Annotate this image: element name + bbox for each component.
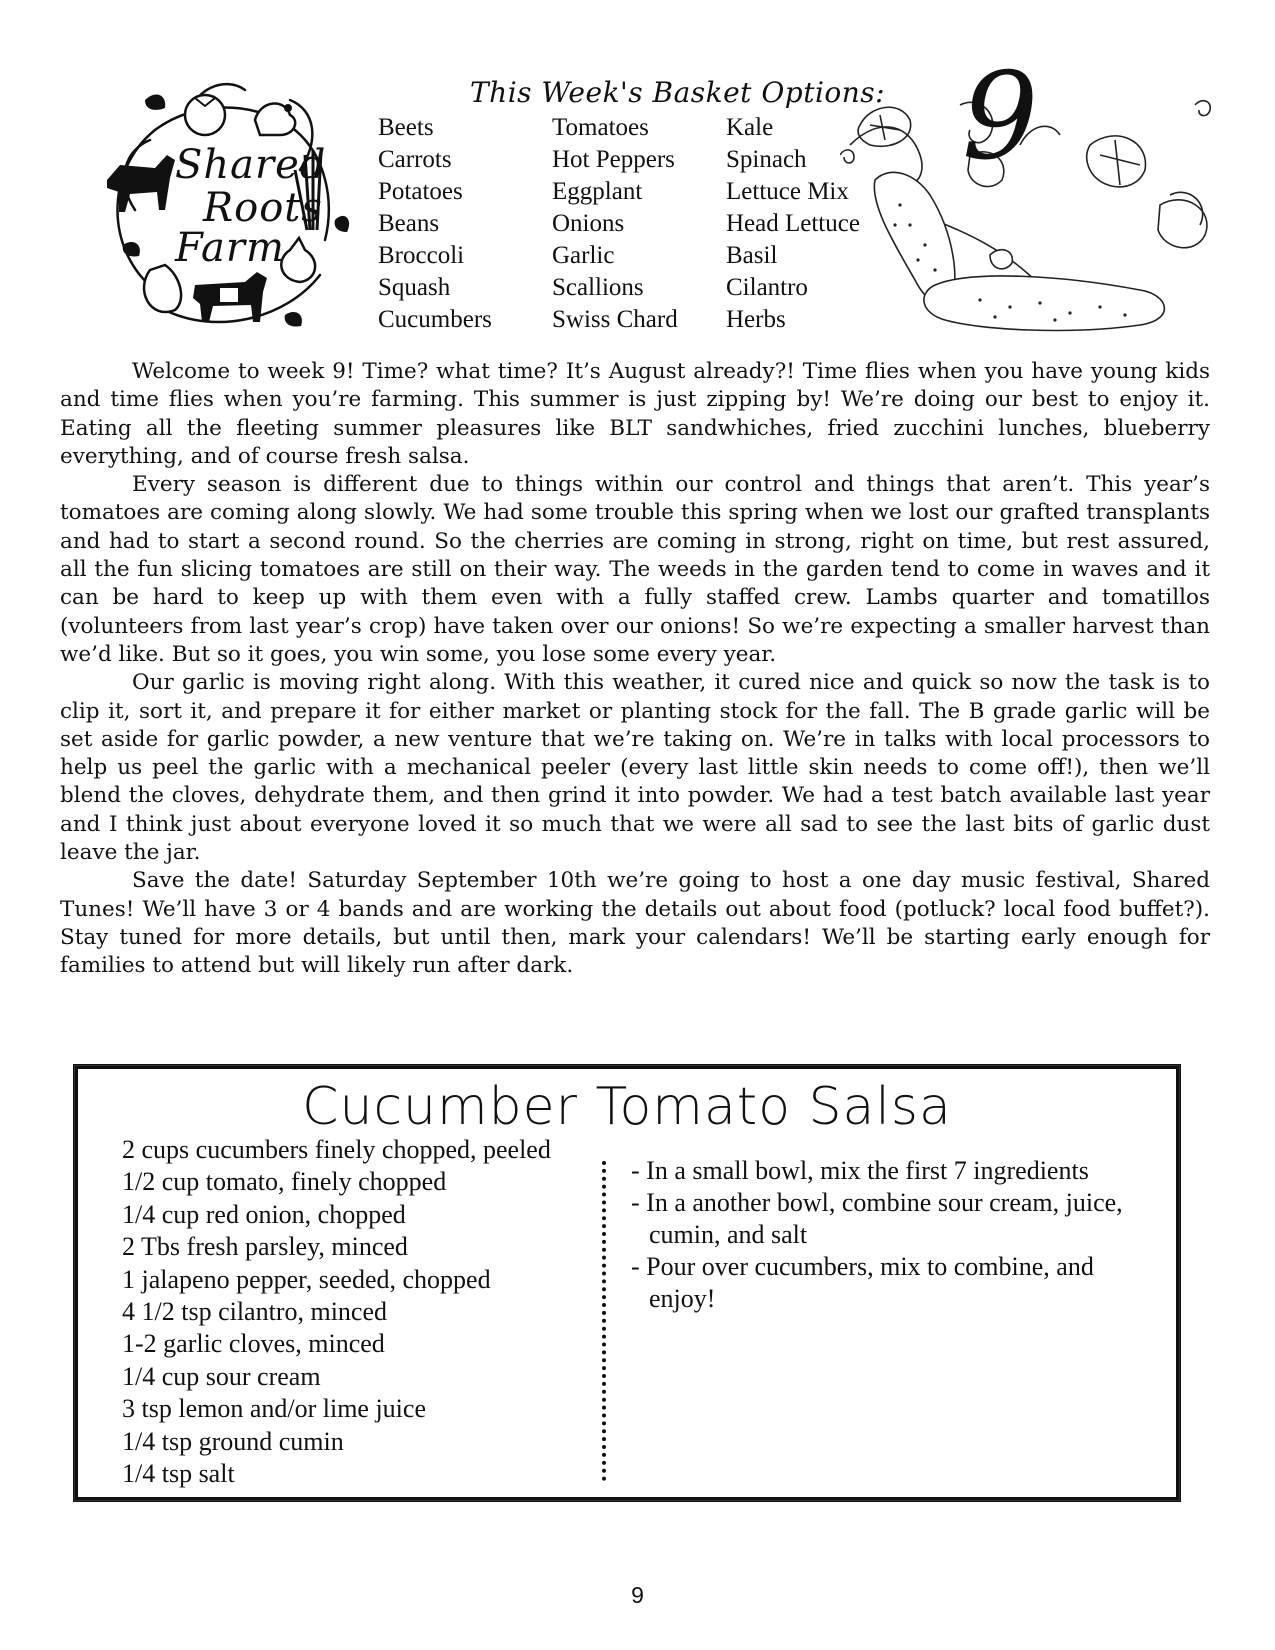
list-item: Herbs [726, 306, 786, 333]
list-item: - In a another bowl, combine sour cream, juice, cumin, and salt [631, 1188, 1123, 1249]
list-item: Broccoli [378, 242, 465, 269]
list-item: 1 jalapeno pepper, seeded, chopped [122, 1264, 491, 1294]
logo-text-farm: Farm [175, 225, 285, 271]
tomato-icon [185, 95, 225, 135]
article-paragraph: Our garlic is moving right along. With this weather, it cured nice and quick so now the task is to clip it, sort it, and prepare it for either market or planting stock for the fall. The B grade garlic will be set aside for garlic powder, a new venture that we’re taking on. We’re in talks with local processors to help us peel the garlic with a mechanical peeler (every last little skin needs to come off!), then we’ll blend the cloves, dehydrate them, and then grind it into powder. We had a test batch available last year and I think just about everyone loved it so much that we were all sad to see the last bits of garlic dust leave the jar. [60, 670, 1210, 866]
recipe-steps [631, 1155, 1151, 1315]
list-item: Spinach [726, 146, 807, 173]
list-item: Squash [378, 274, 451, 301]
list-item: - In a small bowl, mix the first 7 ingredients [631, 1156, 1089, 1185]
list-item: 1/4 tsp salt [122, 1459, 235, 1489]
article-paragraph: Welcome to week 9! Time? what time? It’s August already?! Time flies when you have young kids and time flies when you’re farming. This summer is just zipping by! We’re doing our best to enjoy it. Eating all the fleeting summer pleasures like BLT sandwhiches, fried zucchini lunches, blueberry everything, and of course fresh salsa. [60, 359, 1210, 469]
list-item: Onions [552, 210, 625, 237]
list-item: Basil [726, 242, 778, 269]
list-item: Eggplant [552, 178, 643, 205]
logo-text-shared: Shared [175, 142, 327, 188]
list-item: 1/4 cup sour cream [122, 1361, 321, 1391]
list-item: Potatoes [378, 178, 463, 205]
list-item: Cucumbers [378, 306, 492, 333]
list-item: Scallions [552, 274, 644, 301]
basket-column-3 [726, 112, 860, 336]
list-item: Garlic [552, 242, 615, 269]
list-item: 2 Tbs fresh parsley, minced [122, 1232, 408, 1262]
list-item: - Pour over cucumbers, mix to combine, and enjoy! [631, 1252, 1094, 1313]
list-item: 2 cups cucumbers finely chopped, peeled [122, 1135, 551, 1164]
list-item: 1/4 tsp ground cumin [122, 1426, 344, 1456]
basket-column-1 [378, 112, 492, 336]
garlic-icon [281, 238, 315, 282]
list-item: 1-2 garlic cloves, minced [122, 1329, 385, 1359]
list-item: Kale [726, 114, 774, 141]
recipe-box [73, 1064, 1181, 1502]
article-paragraph: Every season is different due to things within our control and things that aren’t. This year’s tomatoes are coming along slowly. We had some trouble this spring when we lost our grafted transplants and had to start a second round. So the cherries are coming in strong, right on time, but rest assured, all the fun slicing tomatoes are still on their way. The weeds in the garden tend to come in waves and it can be hard to keep up with them even with a fully staffed crew. Lambs quarter and tomatillos (volunteers from last year’s crop) have taken over our onions! So we’re expecting a smaller harvest than we’d like. But so it goes, you win some, you lose some every year. [60, 472, 1210, 667]
list-item: 1/4 cup red onion, chopped [122, 1199, 406, 1229]
list-item: Swiss Chard [552, 306, 678, 333]
cucumber-vine-illustration-icon [840, 85, 1250, 355]
page-number: 9 [631, 1582, 644, 1608]
basket-column-2 [552, 112, 678, 336]
list-item: Lettuce Mix [726, 178, 849, 205]
list-item: Beans [378, 210, 440, 237]
list-item: Beets [378, 114, 434, 141]
recipe-title: Cucumber Tomato Salsa [302, 1077, 952, 1137]
ingredient-list [122, 1134, 551, 1490]
dotted-divider [602, 1161, 606, 1481]
list-item: Head Lettuce [726, 210, 860, 237]
farm-logo [95, 60, 355, 340]
list-item: Tomatoes [552, 114, 649, 141]
article-paragraph: Save the date! Saturday September 10th we’re going to host a one day music festival, Shared Tunes! We’ll have 3 or 4 bands and are working the details out about food (potluck? local food buffet?). Stay tuned for more details, but until then, mark your calendars! We’ll be starting early enough for families to attend but will likely run after dark. [60, 868, 1210, 979]
squash-icon [144, 265, 181, 312]
list-item: Carrots [378, 146, 452, 173]
logo-text-roots: Roots [203, 185, 323, 231]
list-item: 1/2 cup tomato, finely chopped [122, 1167, 447, 1197]
basket-options-title: This Week's Basket Options: [470, 76, 886, 109]
list-item: 3 tsp lemon and/or lime juice [122, 1394, 426, 1424]
newsletter-article [60, 358, 1210, 981]
cucumber-vine-illustration [840, 85, 1250, 355]
list-item: 4 1/2 tsp cilantro, minced [122, 1297, 388, 1327]
list-item: Cilantro [726, 274, 808, 301]
list-item: Hot Peppers [552, 146, 675, 173]
week-number: 9 [962, 48, 1039, 187]
